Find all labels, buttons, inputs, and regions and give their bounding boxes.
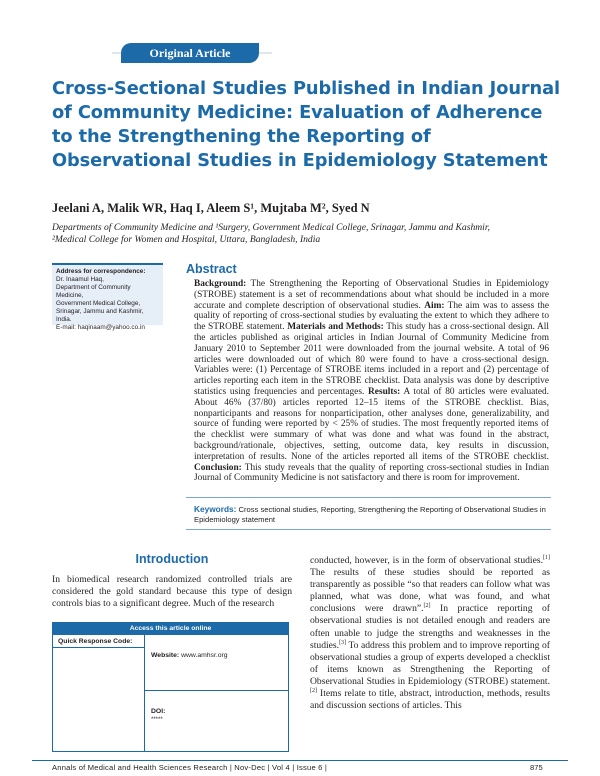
- page-number: 875: [530, 763, 543, 772]
- website-label: Website:: [151, 652, 180, 659]
- conclusion-label: Conclusion:: [194, 462, 242, 473]
- doi-label: DOI:: [151, 708, 166, 715]
- access-online-box: [52, 622, 289, 752]
- citation-2: [2]: [423, 603, 431, 610]
- aim-text: The aim was to assess the quality of reporting of cross-sectional studies by evaluating the extent to which they adhere to the STROBE statement.: [194, 300, 550, 333]
- qr-divider: [53, 647, 144, 648]
- doi-cell: [145, 691, 288, 751]
- intro-text: conducted, however, is in the form of observational studies.: [310, 555, 543, 566]
- keywords-rule-top: [186, 497, 551, 498]
- keywords-rule-bottom: [186, 529, 551, 530]
- methods-text: This study has a cross-sectional design. All the articles published as original articles in Indian Journal of Community Medicine from January 2010 to September 2011 were downloaded from the journal website. A total of 96 articles were downloaded out of which 80 were found to have a cross-sectional design. Variables were: (1) Percentage of STROBE items included in a report and (2) percentage of articles reporting each item in the STROBE checklist. Data analysis was done by descriptive statistics using frequencies and percentages.: [194, 322, 549, 397]
- intro-text: Items relate to title, abstract, introduction, methods, results and discussion sections of articles. This: [310, 688, 550, 712]
- methods-label: Materials and Methods:: [287, 322, 384, 333]
- affiliation-line: Departments of Community Medicine and ¹Surgery, Government Medical College, Srinagar, Jammu and Kashmir,: [52, 222, 490, 233]
- abstract-heading: Abstract: [186, 262, 237, 276]
- correspondence-line: Government Medical College,: [56, 300, 141, 307]
- citation-4: [2]: [310, 687, 317, 694]
- access-box-heading: Access this article online: [53, 623, 288, 635]
- article-type-label: Original Article: [121, 43, 259, 63]
- website-link[interactable]: www.amhsr.org: [181, 652, 228, 659]
- introduction-heading: Introduction: [135, 552, 209, 566]
- footer-rule: [32, 760, 568, 761]
- author-list: Jeelani A, Malik WR, Haq I, Aleem S¹, Mujtaba M², Syed N: [52, 201, 370, 215]
- background-text: The Strengthening the Reporting of Observational Studies in Epidemiology (STROBE) statement is a set of recommendations about what should be included in a more accurate and complete description of observational studies.: [194, 279, 550, 311]
- qr-code-cell: [53, 635, 145, 751]
- introduction-left-column: In biomedical research randomized controlled trials are considered the gold standard because this type of design controls bias to a significant degree. Much of the research: [52, 574, 292, 610]
- qr-code-label: Quick Response Code:: [58, 638, 133, 645]
- correspondence-email: E-mail: haqinaam@yahoo.co.in: [56, 324, 145, 331]
- correspondence-box: [52, 263, 163, 331]
- journal-footer: Annals of Medical and Health Sciences Research | Nov-Dec | Vol 4 | Issue 6 |: [52, 763, 328, 772]
- keywords-text: Cross sectional studies, Reporting, Strengthening the Reporting of Observational Studies in Epidemiology statement: [194, 505, 546, 524]
- correspondence-line: Dr. Inaamul Haq,: [56, 276, 104, 283]
- intro-text: To address this problem and to improve reporting of observational studies a group of experts developed a checklist of items known as Strengthening the Reporting of Observational Studies in Epidemiology (STROBE) statement.: [310, 639, 550, 687]
- citation-3: [3]: [339, 639, 347, 646]
- background-label: Background:: [194, 279, 247, 289]
- intro-text: The results of these studies should be reported as transparently as possible “so that readers can follow what was planned, what was done, what was found, and what conclusions were drawn”.: [310, 567, 550, 615]
- introduction-right-column: [310, 555, 550, 712]
- keywords-label: Keywords:: [194, 504, 237, 514]
- correspondence-label: Address for correspondence:: [56, 268, 146, 275]
- affiliation-line: ²Medical College for Women and Hospital, Uttara, Bangladesh, India: [52, 234, 321, 245]
- conclusion-text: This study reveals that the quality of reporting cross-sectional studies in Indian Journal of Community Medicine is not satisfactory and there is room for improvement.: [194, 462, 550, 484]
- results-text: A total of 80 articles were evaluated. About 46% (37/80) articles reported 12–15 items of the STROBE checklist. Bias, nonparticipants and reasons for nonparticipation, other analyses done, generalizability, and source of funding were reported by < 25% of studies. The most frequently reported items of the checklist were summary of what was done and what was found in the abstract, background/rationale, objectives, setting, outcome data, key results in discussion, interpretation of results. None of the articles reported all items of the STROBE checklist.: [194, 386, 550, 462]
- keywords: [194, 504, 549, 525]
- paper-title: Cross-Sectional Studies Published in Indian Journal of Community Medicine: Evaluation of Adherence to the Strengthening the Reporting of Observational Studies in Epidemiology Statement: [52, 78, 560, 171]
- affiliations: [52, 222, 572, 246]
- intro-text: In practice reporting of observational studies is not detailed enough and readers are often unable to judge the strengths and weaknesses in the studies.: [310, 603, 550, 651]
- article-type-badge: [112, 43, 272, 63]
- citation-1: [1]: [543, 554, 550, 561]
- correspondence-line: Srinagar, Jammu and Kashmir, India.: [56, 308, 144, 323]
- website-cell: [145, 635, 288, 691]
- abstract-body: [194, 279, 549, 484]
- correspondence-line: Department of Community Medicine,: [56, 284, 131, 299]
- doi-value: *****: [151, 717, 163, 723]
- results-label: Results:: [368, 386, 401, 397]
- aim-label: Aim:: [424, 300, 445, 311]
